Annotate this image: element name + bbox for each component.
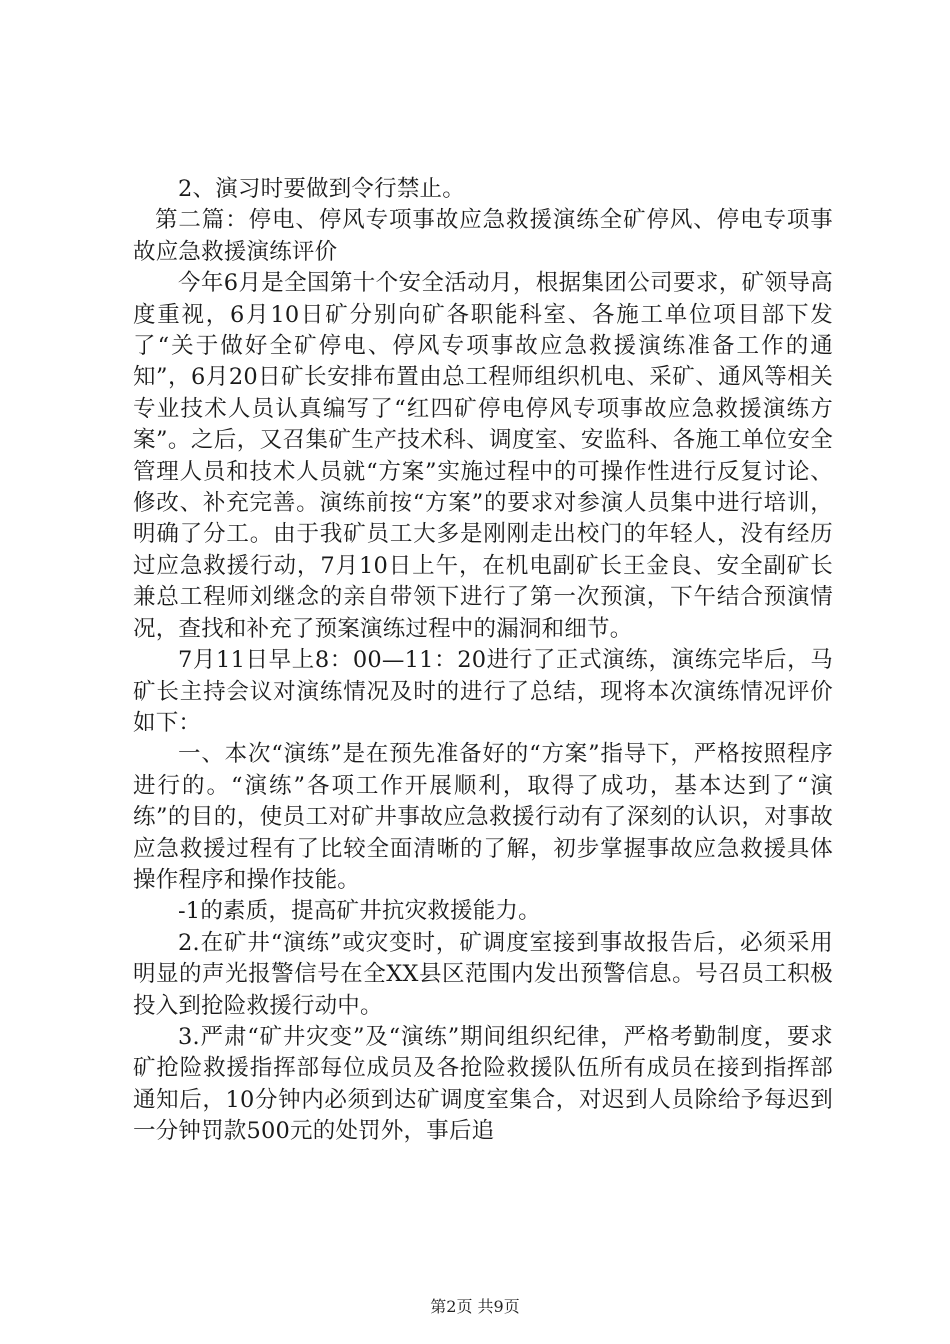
document-body	[133, 174, 833, 1148]
page-number-footer: 第2页 共9页	[430, 1297, 520, 1316]
paragraph-item-3: 3.严肃“矿井灾变”及“演练”期间组织纪律，严格考勤制度，要求矿抢险救援指挥部每位成员及各抢险救援队伍所有成员在接到指挥部通知后，10分钟内必须到达矿调度室集合，对迟到人员除给予每迟到一分钟罚款500元的处罚外，事后追	[133, 1023, 833, 1145]
paragraph-section-title: 第二篇：停电、停风专项事故应急救援演练全矿停风、停电专项事故应急救援演练评价	[133, 207, 833, 265]
paragraph-background: 今年6月是全国第十个安全活动月，根据集团公司要求，矿领导高度重视，6月10日矿分别向矿各职能科室、各施工单位项目部下发了“关于做好全矿停电、停风专项事故应急救援演练准备工作的通知”，6月20日矿长安排布置由总工程师组织机电、采矿、通风等相关专业技术人员认真编写了“红四矿停电停风专项事故应急救援演练方案”。之后，又召集矿生产技术科、调度室、安监科、各施工单位安全管理人员和技术人员就“方案”实施过程中的可操作性进行反复讨论、修改、补充完善。演练前按“方案”的要求对参演人员集中进行培训，明确了分工。由于我矿员工大多是刚刚走出校门的年轻人，没有经历过应急救援行动，7月10日上午，在机电副矿长王金良、安全副矿长兼总工程师刘继念的亲自带领下进行了第一次预演，下午结合预演情况，查找和补充了预案演练过程中的漏洞和细节。	[133, 270, 833, 642]
paragraph-fragment: -1的素质，提高矿井抗灾救援能力。	[178, 898, 541, 925]
paragraph-evaluation-1: 一、本次“演练”是在预先准备好的“方案”指导下，严格按照程序进行的。“演练”各项工作开展顺利，取得了成功，基本达到了“演练”的目的，使员工对矿井事故应急救援行动有了深刻的认识，对事故应急救援过程有了比较全面清晰的了解，初步掌握事故应急救援具体操作程序和操作技能。	[133, 741, 833, 893]
paragraph-drill-rule: 2、演习时要做到令行禁止。	[178, 176, 465, 202]
paragraph-item-2: 2.在矿井“演练”或灾变时，矿调度室接到事故报告后，必须采用明显的声光报警信号在全XX县区范围内发出预警信息。号召员工积极投入到抢险救援行动中。	[133, 929, 833, 1019]
paragraph-formal-drill: 7月11日早上8：00—11：20进行了正式演练，演练完毕后，马矿长主持会议对演练情况及时的进行了总结，现将本次演练情况评价如下：	[133, 647, 833, 736]
